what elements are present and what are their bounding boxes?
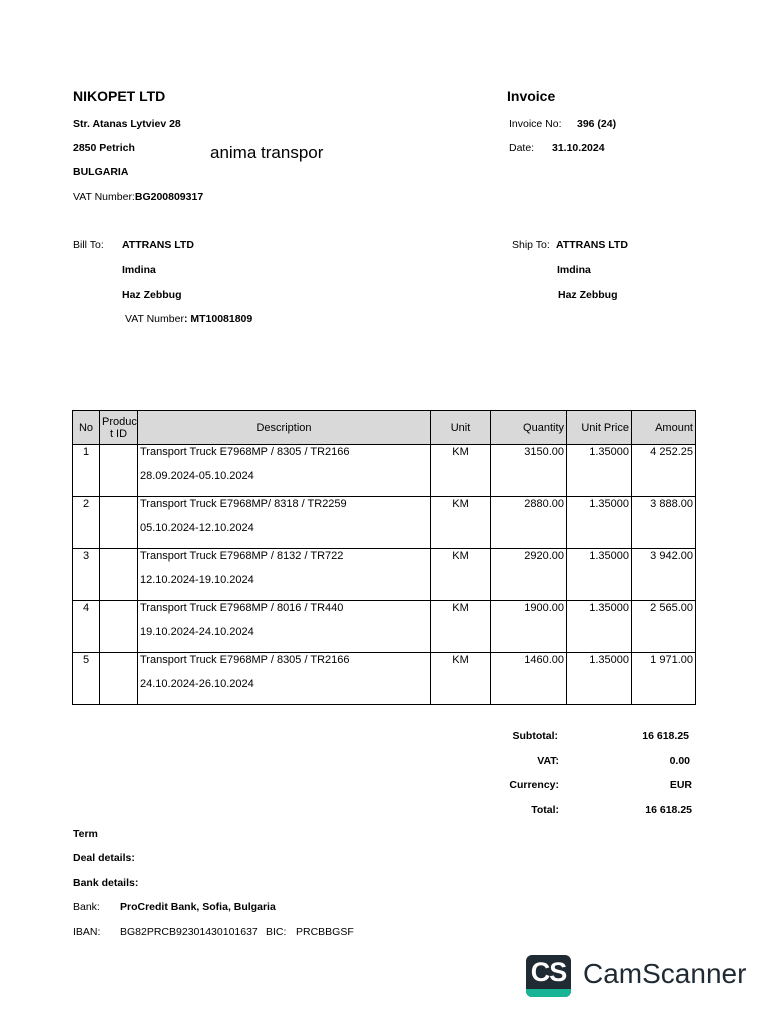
- row-unit: KM: [452, 498, 469, 510]
- total-value: 16 618.25: [645, 804, 692, 816]
- term-label: Term: [73, 828, 98, 840]
- bill-to-label: Bill To:: [73, 239, 104, 251]
- seller-vat-value: BG200809317: [134, 191, 204, 203]
- subtotal-value: 16 618.25: [642, 730, 689, 742]
- table-row: [73, 497, 696, 549]
- row-product-id: [100, 653, 138, 705]
- row-unit-price: 1.35000: [589, 446, 629, 458]
- row-amount: 3 942.00: [650, 550, 693, 562]
- row-period: 28.09.2024-05.10.2024: [140, 470, 254, 482]
- deal-details-label: Deal details:: [73, 852, 135, 864]
- invoice-no-value: 396 (24): [577, 118, 617, 130]
- bic-value: PRCBBGSF: [296, 926, 354, 938]
- ship-to-label: Ship To:: [512, 239, 550, 251]
- table-row: [73, 445, 696, 497]
- row-no: 4: [82, 602, 90, 614]
- bill-to-line1: Imdina: [122, 264, 156, 276]
- bill-to-name: ATTRANS LTD: [122, 239, 194, 251]
- invoice-items-table: [72, 410, 696, 705]
- row-amount: 3 888.00: [650, 498, 693, 510]
- row-quantity: 2880.00: [524, 498, 564, 510]
- row-unit: KM: [452, 550, 469, 562]
- header-description: Description: [138, 411, 431, 445]
- row-period: 05.10.2024-12.10.2024: [140, 522, 254, 534]
- row-product-id: [100, 549, 138, 601]
- row-no: 5: [82, 654, 90, 666]
- seller-vat-label: VAT Number:: [73, 191, 135, 203]
- row-period: 24.10.2024-26.10.2024: [140, 678, 254, 690]
- header-amount: Amount: [632, 411, 696, 445]
- row-quantity: 1460.00: [524, 654, 564, 666]
- bill-to-line2: Haz Zebbug: [122, 289, 182, 301]
- iban-label: IBAN:: [73, 926, 101, 938]
- row-no: 2: [82, 498, 90, 510]
- row-unit-price: 1.35000: [589, 602, 629, 614]
- seller-vat: [73, 191, 203, 203]
- row-amount: 4 252.25: [650, 446, 693, 458]
- camscanner-name: CamScanner: [583, 958, 747, 989]
- invoice-no-label: Invoice No:: [509, 118, 562, 130]
- row-product-id: [100, 445, 138, 497]
- currency-label: Currency:: [509, 779, 559, 791]
- row-unit: KM: [452, 654, 469, 666]
- table-row: [73, 653, 696, 705]
- vat-label: VAT:: [537, 755, 559, 767]
- bill-to-vat: [125, 313, 252, 325]
- header-unit: Unit: [431, 411, 491, 445]
- header-unit-price: Unit Price: [567, 411, 632, 445]
- ship-to-line1: Imdina: [557, 264, 591, 276]
- vat-value: 0.00: [669, 755, 690, 767]
- currency-value: EUR: [669, 779, 692, 791]
- bank-label: Bank:: [73, 901, 100, 913]
- row-unit-price: 1.35000: [589, 550, 629, 562]
- row-period: 12.10.2024-19.10.2024: [140, 574, 254, 586]
- seller-name: NIKOPET LTD: [73, 88, 166, 104]
- row-no: 1: [82, 446, 90, 458]
- row-description: Transport Truck E7968MP/ 8318 / TR2259: [140, 498, 347, 510]
- bic-label: BIC:: [266, 926, 287, 938]
- row-product-id: [100, 601, 138, 653]
- row-no: 3: [82, 550, 90, 562]
- row-unit-price: 1.35000: [589, 498, 629, 510]
- seller-street: Str. Atanas Lytviev 28: [73, 118, 181, 130]
- ship-to-name: ATTRANS LTD: [556, 239, 628, 251]
- total-label: Total:: [531, 804, 559, 816]
- table-header-row: [73, 411, 696, 445]
- overlay-handwritten-text: anima transpor: [210, 143, 324, 162]
- header-no: No: [73, 411, 100, 445]
- iban-value: BG82PRCB92301430101637: [120, 926, 258, 938]
- camscanner-logo-text: CS: [530, 957, 567, 987]
- row-description: Transport Truck E7968MP / 8305 / TR2166: [140, 654, 350, 666]
- bank-value: ProCredit Bank, Sofia, Bulgaria: [120, 901, 276, 913]
- row-quantity: 1900.00: [524, 602, 564, 614]
- bank-details-label: Bank details:: [73, 877, 139, 889]
- row-description: Transport Truck E7968MP / 8016 / TR440: [140, 602, 344, 614]
- row-unit: KM: [452, 602, 469, 614]
- ship-to-line2: Haz Zebbug: [558, 289, 618, 301]
- row-quantity: 2920.00: [524, 550, 564, 562]
- seller-country: BULGARIA: [73, 166, 129, 178]
- table-row: [73, 601, 696, 653]
- row-unit-price: 1.35000: [589, 654, 629, 666]
- row-unit: KM: [452, 446, 469, 458]
- camscanner-logo-icon: [526, 955, 571, 997]
- camscanner-logo-bar: [526, 989, 571, 997]
- table-row: [73, 549, 696, 601]
- subtotal-label: Subtotal:: [512, 730, 558, 742]
- row-product-id: [100, 497, 138, 549]
- row-amount: 1 971.00: [650, 654, 693, 666]
- bill-to-vat-value: : MT10081809: [183, 313, 253, 325]
- bill-to-vat-label: VAT Number: [125, 313, 184, 325]
- row-description: Transport Truck E7968MP / 8305 / TR2166: [140, 446, 350, 458]
- invoice-title: Invoice: [507, 88, 556, 104]
- invoice-date-value: 31.10.2024: [552, 142, 605, 154]
- row-period: 19.10.2024-24.10.2024: [140, 626, 254, 638]
- header-product-id: Produc t ID: [100, 411, 138, 445]
- header-quantity: Quantity: [491, 411, 567, 445]
- row-amount: 2 565.00: [650, 602, 693, 614]
- row-description: Transport Truck E7968MP / 8132 / TR722: [140, 550, 344, 562]
- row-quantity: 3150.00: [524, 446, 564, 458]
- seller-city: 2850 Petrich: [73, 142, 135, 154]
- invoice-date-label: Date:: [509, 142, 535, 154]
